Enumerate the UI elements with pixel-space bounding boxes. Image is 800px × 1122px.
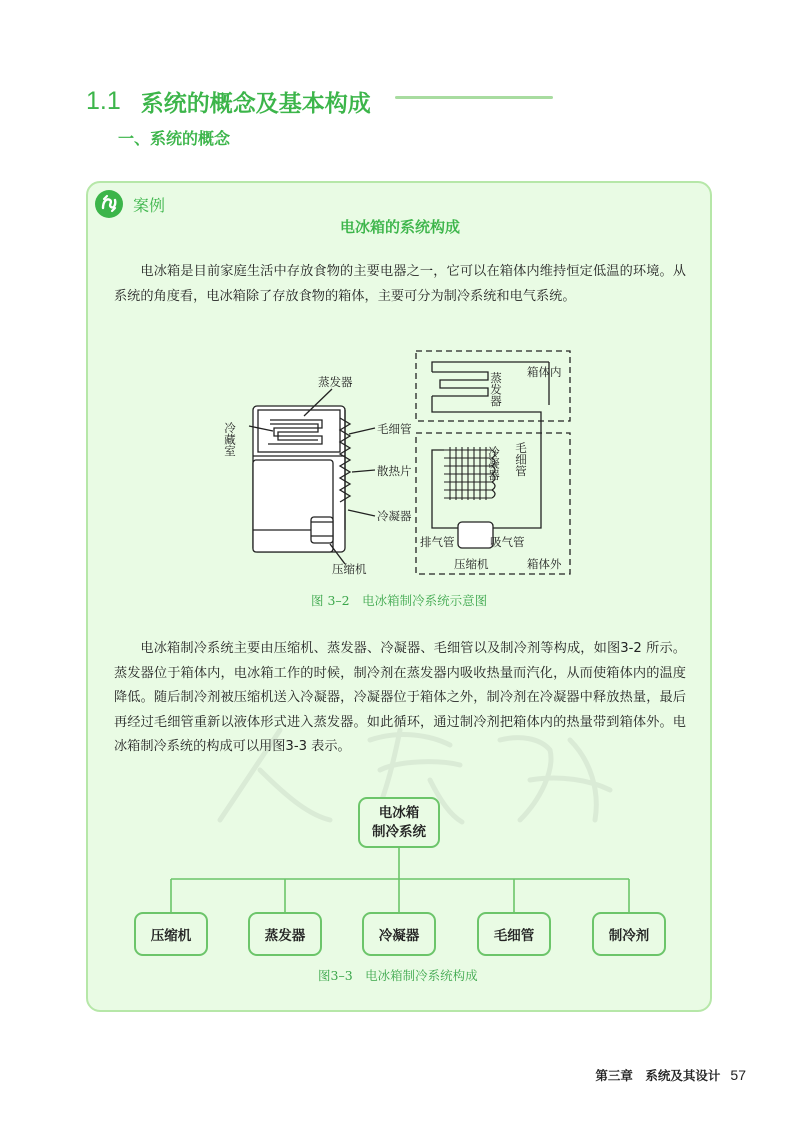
tree-node-condenser: 冷凝器 [362,912,436,956]
subsection-title: 一、系统的概念 [118,129,231,148]
tree-node-compressor: 压缩机 [134,912,208,956]
tree-root [358,797,440,848]
page-number: 57 [730,1067,746,1083]
label-exhaust: 排气管 [420,535,455,549]
label-capillary-left: 毛细管 [377,422,412,436]
label-inside: 箱体内 [527,365,562,379]
label-condenser-right: 冷凝器 [487,446,501,481]
label-evaporator-left: 蒸发器 [318,375,353,389]
label-suction: 吸气管 [490,535,525,549]
case-label: 案例 [133,196,166,215]
label-compressor-right: 压缩机 [454,557,489,571]
case-paragraph-1: 电冰箱是目前家庭生活中存放食物的主要电器之一，它可以在箱体内维持恒定低温的环境。从系统的角度看，电冰箱除了存放食物的箱体，主要可分为制冷系统和电气系统。 [114,264,686,304]
case-title: 电冰箱的系统构成 [339,218,460,236]
figure-3-3-caption: 图3–3 电冰箱制冷系统构成 [318,968,478,983]
figure-3-2-caption: 图 3–2 电冰箱制冷系统示意图 [311,593,488,608]
label-condenser-left: 冷凝器 [377,509,412,523]
label-capillary-right: 毛细管 [514,442,528,477]
label-fins: 散热片 [377,464,412,478]
section-number: 1.1 [86,86,121,115]
label-compressor-left: 压缩机 [332,562,367,576]
tree-node-capillary: 毛细管 [477,912,551,956]
label-outside: 箱体外 [527,557,562,571]
case-paragraph-2: 电冰箱制冷系统主要由压缩机、蒸发器、冷凝器、毛细管以及制冷剂等构成，如图3-2 所示。蒸发器位于箱体内，电冰箱工作的时候，制冷剂在蒸发器内吸收热量而汽化，从而使箱体内的温度降低。随后制冷剂被压缩机送入冷凝器，冷凝器位于箱体之外，制冷剂在冷凝器中释放热量，最后再经过毛细管重新以液体形式进入蒸发器。如此循环，通过制冷剂把箱体内的热量带到箱体外。电冰箱制冷系统的构成可以用图3-3 表示。 [114,641,686,754]
tree-root-line-1: 电冰箱 [378,804,420,821]
page-footer [595,1066,746,1084]
tree-node-evaporator: 蒸发器 [248,912,322,956]
label-evaporator-right: 蒸发器 [489,372,503,407]
section-title: 系统的概念及基本构成 [140,90,371,117]
tree-node-refrigerant: 制冷剂 [592,912,666,956]
tree-root-line-2: 制冷系统 [372,823,426,840]
label-freezer: 冷藏室 [223,422,237,457]
footer-chapter: 第三章 系统及其设计 [595,1068,721,1083]
